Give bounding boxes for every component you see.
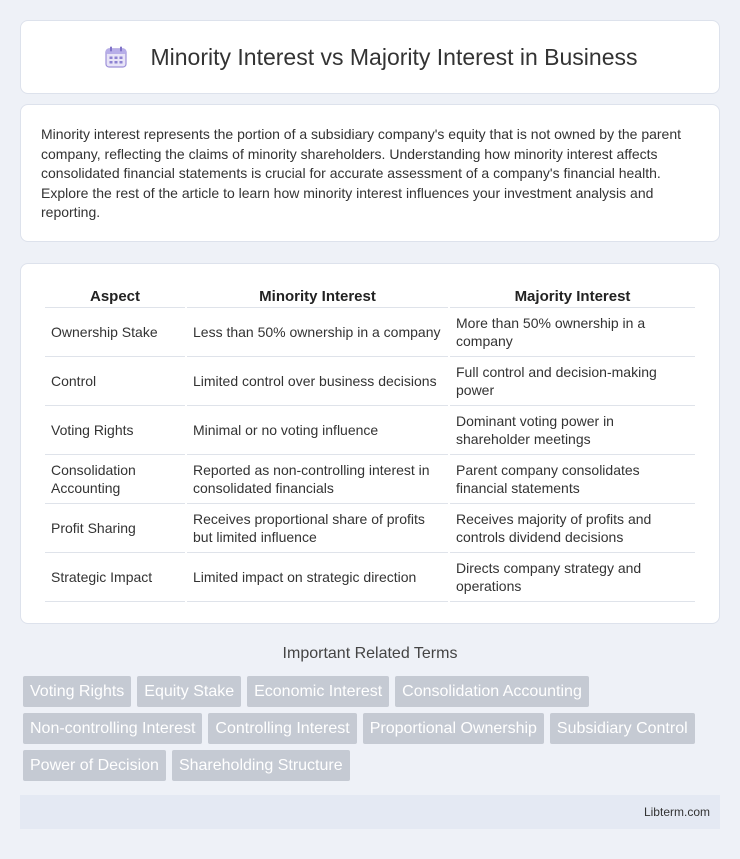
intro-text: Minority interest represents the portion of a subsidiary company's equity that is not owned by the parent company, reflecting the claims of minority shareholders. Understanding how minority interest affects consolidated financial statements is crucial for accurate assessment of a company's financial health. Explore the rest of the article to learn how minority interest influences your investment analysis and reporting. — [41, 126, 682, 221]
related-term-tag[interactable]: Equity Stake — [137, 676, 241, 707]
related-term-tag[interactable]: Proportional Ownership — [363, 713, 544, 744]
related-terms-title: Important Related Terms — [282, 645, 458, 662]
column-header: Majority Interest — [450, 284, 695, 308]
table-cell: Receives majority of profits and controls dividend decisions — [450, 504, 695, 553]
calendar-icon — [103, 44, 129, 70]
comparison-table — [43, 284, 697, 602]
footer-site-link[interactable]: Libterm.com — [643, 805, 710, 819]
table-cell: Full control and decision-making power — [450, 357, 695, 406]
table-cell: Dominant voting power in shareholder meetings — [450, 406, 695, 455]
related-term-tag[interactable]: Non-controlling Interest — [23, 713, 202, 744]
table-cell: Reported as non-controlling interest in consolidated financials — [187, 455, 448, 504]
intro-card — [20, 104, 720, 242]
comparison-table-card — [20, 263, 720, 624]
page-title: Minority Interest vs Majority Interest in Business — [150, 43, 638, 70]
table-cell: More than 50% ownership in a company — [450, 308, 695, 357]
table-row — [45, 357, 695, 406]
table-cell: Control — [45, 357, 185, 406]
related-term-tag[interactable]: Power of Decision — [23, 750, 166, 781]
table-cell: Voting Rights — [45, 406, 185, 455]
related-term-tag[interactable]: Subsidiary Control — [550, 713, 695, 744]
column-header: Minority Interest — [187, 284, 448, 308]
table-row — [45, 406, 695, 455]
table-cell: Strategic Impact — [45, 553, 185, 602]
table-row — [45, 455, 695, 504]
related-term-tag[interactable]: Voting Rights — [23, 676, 131, 707]
column-header: Aspect — [45, 284, 185, 308]
table-row — [45, 308, 695, 357]
table-row — [45, 553, 695, 602]
table-cell: Receives proportional share of profits but limited influence — [187, 504, 448, 553]
table-cell: Limited control over business decisions — [187, 357, 448, 406]
table-row — [45, 504, 695, 553]
related-term-tag[interactable]: Controlling Interest — [208, 713, 356, 744]
table-cell: Profit Sharing — [45, 504, 185, 553]
related-term-tag[interactable]: Consolidation Accounting — [395, 676, 589, 707]
footer — [20, 795, 720, 829]
title-card — [20, 20, 720, 94]
table-cell: Ownership Stake — [45, 308, 185, 357]
table-cell: Minimal or no voting influence — [187, 406, 448, 455]
table-cell: Less than 50% ownership in a company — [187, 308, 448, 357]
table-cell: Directs company strategy and operations — [450, 553, 695, 602]
table-header-row — [45, 284, 695, 308]
table-cell: Consolidation Accounting — [45, 455, 185, 504]
table-cell: Parent company consolidates financial statements — [450, 455, 695, 504]
table-cell: Limited impact on strategic direction — [187, 553, 448, 602]
related-terms-list — [23, 676, 723, 787]
related-term-tag[interactable]: Economic Interest — [247, 676, 389, 707]
related-term-tag[interactable]: Shareholding Structure — [172, 750, 350, 781]
